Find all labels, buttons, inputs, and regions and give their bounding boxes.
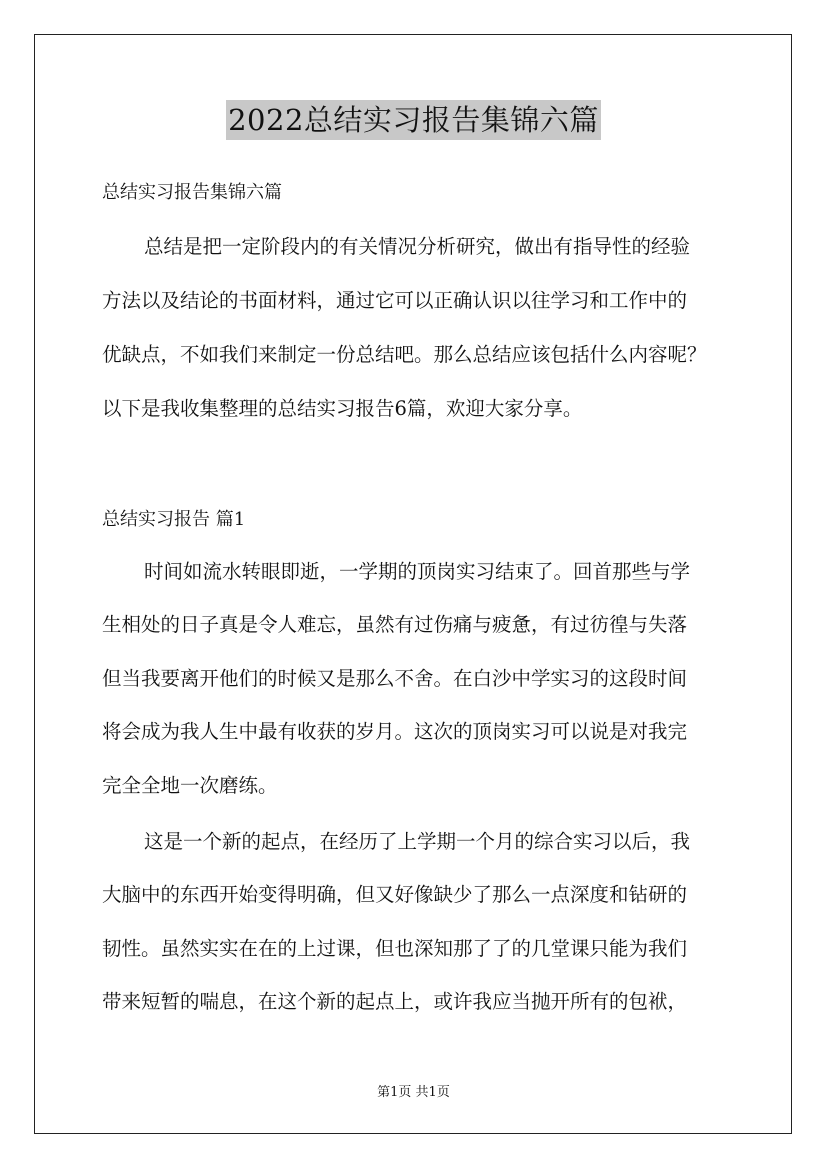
document-title: 2022总结实习报告集锦六篇	[226, 100, 601, 140]
document-subtitle: 总结实习报告集锦六篇	[102, 182, 282, 203]
page-footer: 第1页 共1页	[377, 1085, 450, 1100]
intro-line: 方法以及结论的书面材料，通过它可以正确认识以往学习和工作中的	[102, 289, 688, 312]
intro-line: 总结是把一定阶段内的有关情况分析研究，做出有指导性的经验	[144, 235, 691, 258]
paragraph-line: 带来短暂的喘息，在这个新的起点上，或许我应当抛开所有的包袱，	[102, 990, 688, 1013]
intro-line: 以下是我收集整理的总结实习报告6篇，欢迎大家分享。	[102, 397, 583, 420]
paragraph-line: 大脑中的东西开始变得明确，但又好像缺少了那么一点深度和钻研的	[102, 883, 688, 906]
section-heading: 总结实习报告 篇1	[102, 509, 246, 530]
paragraph-line: 这是一个新的起点，在经历了上学期一个月的综合实习以后，我	[144, 830, 691, 853]
paragraph-line: 韧性。虽然实实在在的上过课，但也深知那了了的几堂课只能为我们	[102, 937, 688, 960]
paragraph-line: 完全全地一次磨练。	[102, 774, 278, 797]
intro-line: 优缺点，不如我们来制定一份总结吧。那么总结应该包括什么内容呢？	[102, 343, 707, 366]
paragraph-line: 将会成为我人生中最有收获的岁月。这次的顶岗实习可以说是对我完	[102, 720, 688, 743]
paragraph-line: 但当我要离开他们的时候又是那么不舍。在白沙中学实习的这段时间	[102, 667, 688, 690]
paragraph-line: 时间如流水转眼即逝，一学期的顶岗实习结束了。回首那些与学	[144, 560, 691, 583]
title-container	[0, 100, 827, 140]
paragraph-line: 生相处的日子真是令人难忘，虽然有过伤痛与疲惫，有过彷徨与失落	[102, 613, 688, 636]
